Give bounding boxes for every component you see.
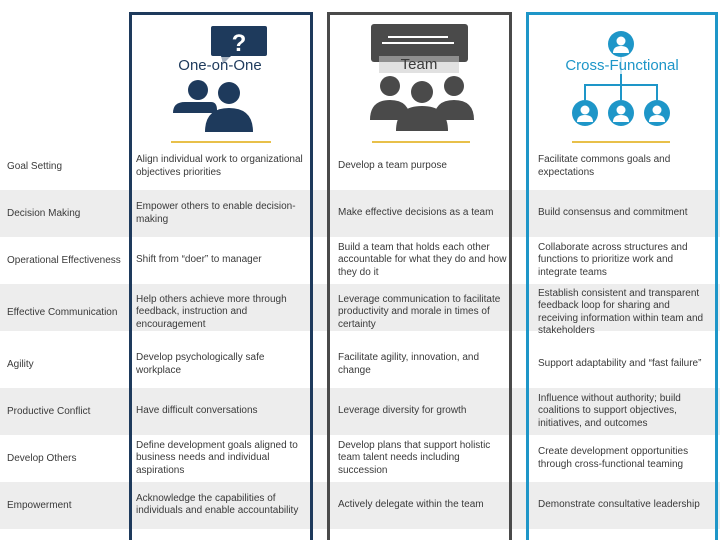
cell-one-on-one: Develop psychologically safe workplace	[136, 352, 265, 376]
row-label-develop-others: Develop Others	[7, 453, 77, 464]
cell-one-on-one: Have difficult conversations	[136, 405, 258, 417]
column-title-cross-functional: Cross-Functional	[552, 57, 692, 74]
cell-team: Build a team that holds each other accountable for what they do and how they do it	[338, 241, 507, 278]
cell-one-on-one: Empower others to enable decision-making	[136, 201, 296, 225]
cell-one-on-one: Shift from “doer” to manager	[136, 254, 262, 266]
cell-cross-functional: Influence without authority; build coalitions to support objectives, initiatives, and outcomes	[538, 392, 681, 429]
cell-team: Leverage communication to facilitate productivity and morale in times of certainty	[338, 293, 501, 330]
cell-cross-functional: Demonstrate consultative leadership	[538, 498, 700, 510]
row-label-empowerment: Empowerment	[7, 499, 72, 511]
row-label-goal-setting: Goal Setting	[7, 161, 63, 172]
cell-team: Develop a team purpose	[338, 160, 447, 172]
cell-one-on-one: Help others achieve more through feedback, instruction and encouragement	[136, 293, 287, 330]
cell-cross-functional: Support adaptability and “fast failure”	[538, 358, 702, 370]
three-people-presentation-icon	[366, 20, 476, 130]
svg-text:?: ?	[231, 30, 247, 57]
cell-team: Facilitate agility, innovation, and change	[338, 352, 480, 376]
row-label-effective-communication: Effective Communication	[7, 307, 118, 318]
cell-cross-functional: Facilitate commons goals and expectations	[538, 154, 671, 178]
cell-cross-functional: Create development opportunities through cross-functional teaming	[538, 446, 689, 470]
row-label-agility: Agility	[7, 359, 34, 370]
column-title-team: Team	[379, 56, 459, 73]
cell-one-on-one: Align individual work to organizational objectives priorities	[136, 154, 303, 178]
two-people-speech-question-icon	[165, 20, 285, 130]
cell-cross-functional: Collaborate across structures and functions to prioritize work and integrate teams	[538, 241, 688, 278]
cell-team: Make effective decisions as a team	[338, 207, 494, 219]
cell-one-on-one: Define development goals aligned to business needs and individual aspirations	[136, 439, 298, 476]
cell-cross-functional: Build consensus and commitment	[538, 207, 688, 219]
org-chart-people-icon	[566, 20, 676, 130]
row-label-productive-conflict: Productive Conflict	[7, 406, 91, 417]
row-label-decision-making: Decision Making	[7, 208, 81, 219]
cell-team: Actively delegate within the team	[338, 498, 484, 510]
cell-one-on-one: Acknowledge the capabilities of individuals and enable accountability	[136, 492, 299, 516]
cell-team: Leverage diversity for growth	[338, 405, 467, 417]
column-title-one-on-one: One-on-One	[165, 57, 275, 74]
cell-team: Develop plans that support holistic team talent needs including succession	[338, 439, 491, 476]
row-label-operational-effectiveness: Operational Effectiveness	[7, 255, 121, 266]
cell-cross-functional: Establish consistent and transparent feedback loop for sharing and receiving information within team and stakeholders	[538, 287, 704, 336]
